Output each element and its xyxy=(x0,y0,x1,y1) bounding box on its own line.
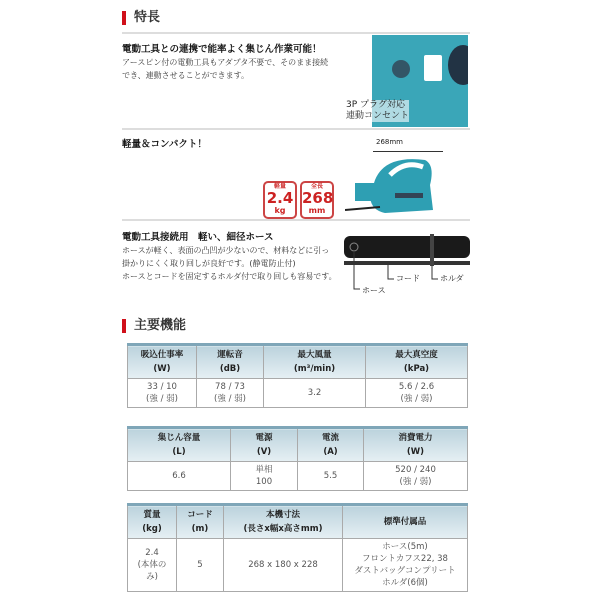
cell xyxy=(343,539,468,592)
cell-text: 最大風量 xyxy=(297,350,332,360)
blower-photo xyxy=(345,155,460,217)
cell-text: (W) xyxy=(406,447,425,457)
cell-text: (kPa) xyxy=(403,364,430,374)
cell-text: 5.5 xyxy=(323,471,338,481)
cell-text: 6.6 xyxy=(172,471,186,481)
section-title-features: 特長 xyxy=(122,11,160,25)
badge-value: 2.4 xyxy=(266,189,294,207)
table-row xyxy=(128,379,468,408)
cell-text: 集じん容量 xyxy=(157,433,201,443)
cell xyxy=(128,539,177,592)
feature-text-1 xyxy=(122,56,328,82)
cell-text: (W) xyxy=(153,364,171,374)
col-vacuum xyxy=(366,345,468,379)
badge-label: 全長 xyxy=(310,183,323,190)
col-suction-power xyxy=(128,345,197,379)
length-badge xyxy=(300,181,334,219)
badge-value: 268 xyxy=(302,189,334,207)
col-capacity xyxy=(128,428,231,462)
cell-text: (強 / 弱) xyxy=(146,394,178,404)
cell-text: 33 / 10 xyxy=(147,382,177,392)
text-line: アースピン付の電動工具もアダプタ不要で、そのまま接続 xyxy=(122,58,329,67)
text-line: でき、連動させることができます。 xyxy=(122,71,250,80)
badge-unit: kg xyxy=(274,206,286,215)
table-row xyxy=(128,462,468,491)
col-airflow xyxy=(264,345,366,379)
feature-heading-1: 電動工具との連携で能率よく集じん作業可能！ xyxy=(122,44,322,55)
cell xyxy=(128,462,231,491)
text-line: 掛かりにくく取り回しが良好です。(静電防止付) xyxy=(122,259,296,268)
cell-text: (強 / 弱) xyxy=(214,394,246,404)
cell-text: 吸込仕事率 xyxy=(140,350,184,360)
outlet-callout xyxy=(346,100,409,122)
callout-cord: コード xyxy=(396,274,420,283)
cell-text: コード xyxy=(187,510,213,520)
cell xyxy=(177,539,224,592)
cell-text: 5 xyxy=(197,560,203,570)
cell-text: (強 / 弱) xyxy=(399,477,432,487)
table-header-row xyxy=(128,505,468,539)
cell-text: 消費電力 xyxy=(398,433,433,443)
cell xyxy=(364,462,468,491)
dimension-arrow xyxy=(373,151,443,152)
col-weight xyxy=(128,505,177,539)
text-line: ホースとコードを固定するホルダ付で取り回しも容易です。 xyxy=(122,272,337,281)
cell-text: 3.2 xyxy=(307,388,322,398)
cell xyxy=(264,379,366,408)
col-consumption xyxy=(364,428,468,462)
cell-text: み) xyxy=(146,572,158,582)
callout-hose: ホース xyxy=(362,286,386,295)
knob-icon xyxy=(392,60,410,78)
cell-text: (kg) xyxy=(142,524,162,534)
cell-text: 520 / 240 xyxy=(395,465,436,475)
callout-line: 3P プラグ対応 xyxy=(346,100,406,110)
feature-text-3 xyxy=(122,244,337,283)
cell xyxy=(298,462,364,491)
cell-text: 運転音 xyxy=(217,350,243,360)
cell-text: (dB) xyxy=(219,364,241,374)
spec-table-2 xyxy=(127,426,468,491)
weight-badge xyxy=(263,181,297,219)
spec-badges xyxy=(263,181,334,219)
cell-text: (V) xyxy=(256,447,272,457)
col-cord xyxy=(177,505,224,539)
cell-text: 78 / 73 xyxy=(215,382,245,392)
col-noise xyxy=(197,345,264,379)
cell-text: 質量 xyxy=(143,510,161,520)
text-line: ホースが軽く、表面の凸凹が少ないので、材料などに引っ xyxy=(122,246,330,255)
cell-text: 5.6 / 2.6 xyxy=(398,382,435,392)
divider xyxy=(122,219,470,221)
cell xyxy=(231,462,298,491)
cell-text: (m) xyxy=(191,524,209,534)
divider xyxy=(122,32,470,34)
col-power-source xyxy=(231,428,298,462)
table-row xyxy=(128,539,468,592)
cell xyxy=(128,379,197,408)
cell-text: 単相 xyxy=(255,465,273,475)
cell-text: (強 / 弱) xyxy=(400,394,433,404)
cell-text: ホルダ(6個) xyxy=(382,578,428,588)
cell-text: 本機寸法 xyxy=(265,510,300,520)
cell-text: 標準付属品 xyxy=(383,517,427,527)
fan-icon xyxy=(448,45,468,85)
cell-text: (m³/min) xyxy=(293,364,336,374)
spec-table-1 xyxy=(127,343,468,408)
cell-text: 2.4 xyxy=(145,548,159,558)
cell xyxy=(366,379,468,408)
cell-text: 最大真空度 xyxy=(395,350,438,360)
cell-text: 電流 xyxy=(321,433,339,443)
feature-heading-3: 電動工具接続用 軽い、細径ホース xyxy=(122,232,274,243)
cell-text: (長さx幅x高さmm) xyxy=(243,524,323,534)
feature-heading-2: 軽量＆コンパクト！ xyxy=(122,139,207,150)
badge-label: 軽量 xyxy=(273,183,286,190)
cell-text: 268 x 180 x 228 xyxy=(248,560,318,570)
col-dimensions xyxy=(224,505,343,539)
cell-text: ホース(5m) xyxy=(382,542,428,552)
cell-text: ダストバッグコンプリート xyxy=(354,566,456,576)
section-title-specs: 主要機能 xyxy=(122,319,186,333)
badge-unit: mm xyxy=(308,206,326,215)
cell xyxy=(197,379,264,408)
cell-text: 電源 xyxy=(255,433,273,443)
cell-text: (A) xyxy=(323,447,338,457)
table-header-row xyxy=(128,428,468,462)
cell-text: (本体の xyxy=(137,560,167,570)
divider xyxy=(122,128,470,130)
spec-table-3 xyxy=(127,503,468,592)
cell-text: (L) xyxy=(172,447,186,457)
cell xyxy=(224,539,343,592)
col-accessories xyxy=(343,505,468,539)
callout-line: 連動コンセント xyxy=(346,111,410,121)
table-header-row xyxy=(128,345,468,379)
cell-text: フロントカフス22, 38 xyxy=(362,554,448,564)
col-current xyxy=(298,428,364,462)
dimension-label: 268mm xyxy=(376,138,403,146)
cell-text: 100 xyxy=(255,477,273,487)
callout-holder: ホルダ xyxy=(440,274,464,283)
outlet-icon xyxy=(424,55,442,81)
